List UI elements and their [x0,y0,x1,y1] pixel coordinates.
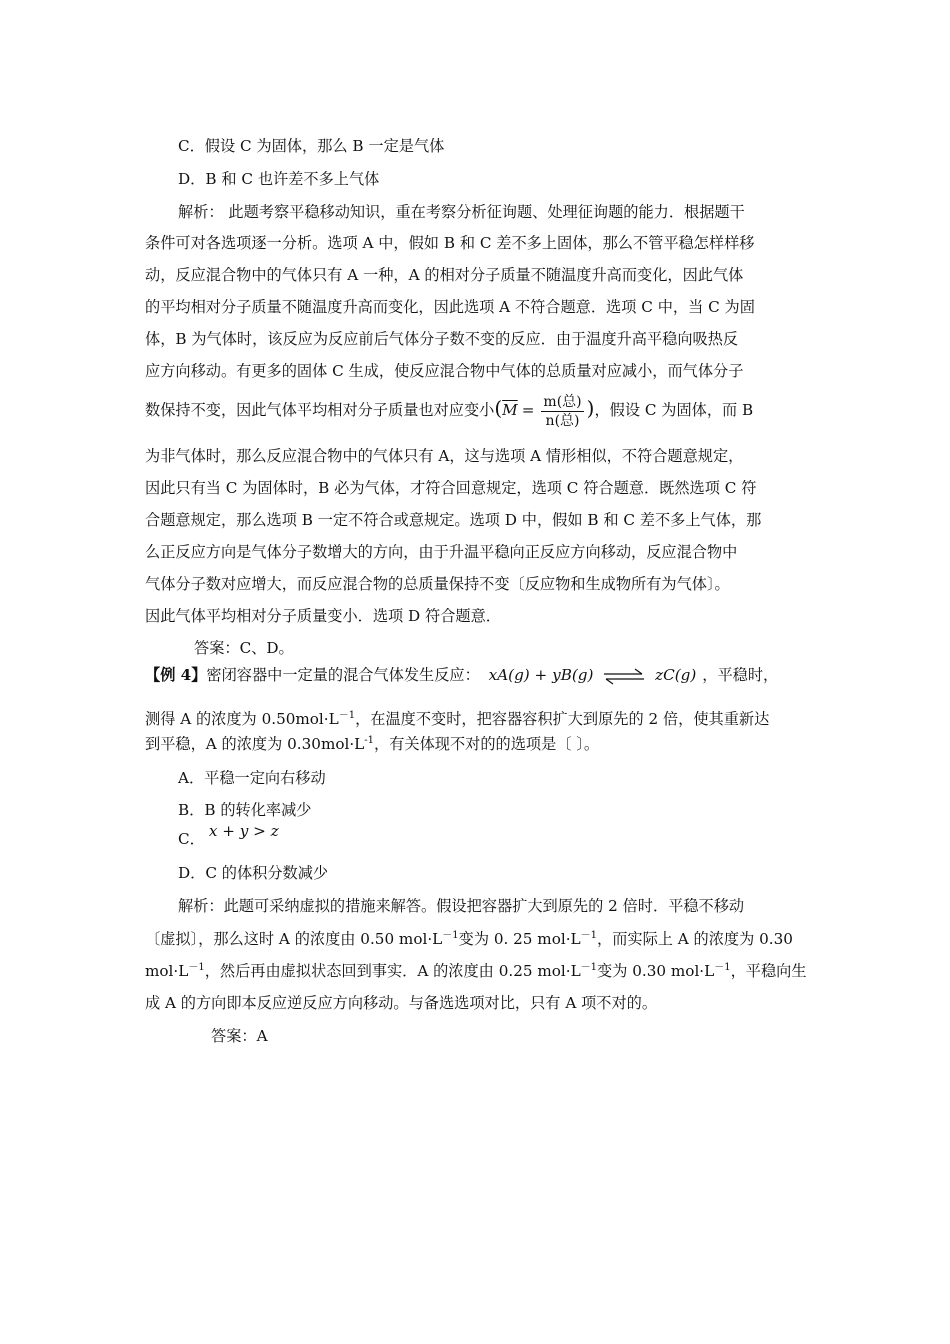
option-c-prev: C．假设 C 为固体，那么 B 一定是气体 [178,137,445,155]
analysis2-l2-sup2: －1 [580,930,597,941]
analysis2-l3-b: ，然后再由虚拟状态回到事实．A 的浓度由 0.25 mol·L [204,962,581,980]
example4-line-2 [145,708,769,730]
example4-option-b: B．B 的转化率减少 [178,801,312,819]
analysis2-line-4: 成 A 的方向即本反应逆反应方向移动。与备选选项对比，只有 A 项不对的。 [145,994,658,1012]
analysis2-line-3 [145,960,807,982]
analysis1-line-5: 体，B 为气体时，该反应为反应前后气体分子数不变的反应．由于温度升高平稳向吸热反 [145,330,739,348]
analysis1-line-8: 为非气体时，那么反应混合物中的气体只有 A，这与选项 A 情形相似，不符合题意规定， [145,447,744,465]
analysis2-l3-c: 变为 0.30 mol·L [597,962,715,980]
analysis1-line-11: 么正反应方向是气体分子数增大的方向，由于升温平稳向正反应方向移动，反应混合物中 [145,543,738,561]
example4-line-2-sup: －1 [338,710,356,721]
analysis1-line-3: 动，反应混合物中的气体只有 A 一种，A 的相对分子质量不随温度升高而变化，因此气体 [145,266,744,284]
analysis1-line-10: 合题意规定，那么选项 B 一定不符合或意规定。选项 D 中，假如 B 和 C 差不多上气体，那 [145,511,762,529]
analysis1-line-13: 因此气体平均相对分子质量变小．选项 D 符合题意． [145,607,501,625]
example4-line-2-a: 测得 A 的浓度为 0.50mol·L [145,710,339,728]
option-d-prev: D．B 和 C 也许差不多上气体 [178,170,380,188]
analysis2-l2-sup1: －1 [442,930,459,941]
formula-mean-mass: M [502,401,518,419]
analysis1-line-7-tail: ，假设 C 为固体，而 B [594,401,754,419]
example4-tag: 【例 4】 [145,666,207,684]
analysis2-line-2 [145,928,793,950]
example4-option-c-formula: x + y > z [208,822,279,840]
analysis1-line-7-text: 数保持不变，因此气体平均相对分子质量也对应变小 [145,401,495,419]
formula-numerator: m(总) [543,393,582,410]
example4-line-3-b: ，有关体现不对的的选项是〔 〕。 [374,735,600,753]
formula-denominator: n(总) [545,412,580,429]
example4-option-d: D．C 的体积分数减少 [178,864,329,882]
equilibrium-arrows-icon [602,665,646,687]
analysis1-line-9: 因此只有当 C 为固体时，B 必为气体，才符合回意规定，选项 C 符合题意．既然选项 C 符 [145,479,757,497]
analysis2-line-1: 解析：此题可采纳虚拟的措施来解答。假设把容器扩大到原先的 2 倍时．平稳不移动 [178,897,745,915]
analysis2-l3-a: mol·L [145,962,189,980]
example4-line-3-sup: -1 [364,735,375,746]
analysis1-line-1: 解析： 此题考察平稳移动知识，重在考察分析征询题、处理征询题的能力．根据题干 [178,203,745,221]
reaction-left: xA(g) + yB(g) [488,666,594,684]
analysis2-l2-c: ，而实际上 A 的浓度为 0.30 [597,930,793,948]
analysis1-answer: 答案：C、D。 [194,639,294,657]
example4-option-c-label: C． [178,830,205,848]
analysis2-l3-d: ，平稳向生 [730,962,807,980]
formula-fraction [541,393,583,430]
analysis2-l3-sup1: －1 [188,962,205,973]
analysis2-l2-b: 变为 0. 25 mol·L [458,930,581,948]
reaction-right: zC(g) [655,666,697,684]
example4-after-reaction: ，平稳时， [702,666,779,684]
example4-line-2-b: ，在温度不变时，把容器容积扩大到原先的 2 倍，使其重新达 [355,710,770,728]
analysis2-l2-a: 〔虚拟〕，那么这时 A 的浓度由 0.50 mol·L [145,930,443,948]
example4-line-3 [145,733,599,755]
example4-heading-line [145,658,778,692]
analysis2-answer: 答案：A [211,1027,268,1045]
example4-option-a: A．平稳一定向右移动 [178,769,326,787]
example4-option-c [178,822,279,850]
analysis1-line-4: 的平均相对分子质量不随温度升高而变化，因此选项 A 不符合题意．选项 C 中，当 C 为固 [145,298,755,316]
analysis1-line-2: 条件可对各选项逐一分析。选项 A 中，假如 B 和 C 差不多上固体，那么不管平稳怎样样移 [145,234,755,252]
analysis1-line-7: 数保持不变，因此气体平均相对分子质量也对应变小(M = $\frac{\text{m(总)}}{\text{n(总)}}$ )，假设 C 为固体，而 B [145,393,754,429]
analysis1-line-6: 应方向移动。有更多的固体 C 生成，使反应混合物中气体的总质量对应减小，而气体分子 [145,362,744,380]
example4-line-3-a: 到平稳，A 的浓度为 0.30mol·L [145,735,365,753]
analysis2-l3-sup2: －1 [580,962,598,973]
example4-intro: 密闭容器中一定量的混合气体发生反应： [206,666,480,684]
analysis2-l3-sup3: －1 [714,962,731,973]
analysis1-line-12: 气体分子数对应增大，而反应混合物的总质量保持不变〔反应物和生成物所有为气体〕。 [145,575,730,593]
